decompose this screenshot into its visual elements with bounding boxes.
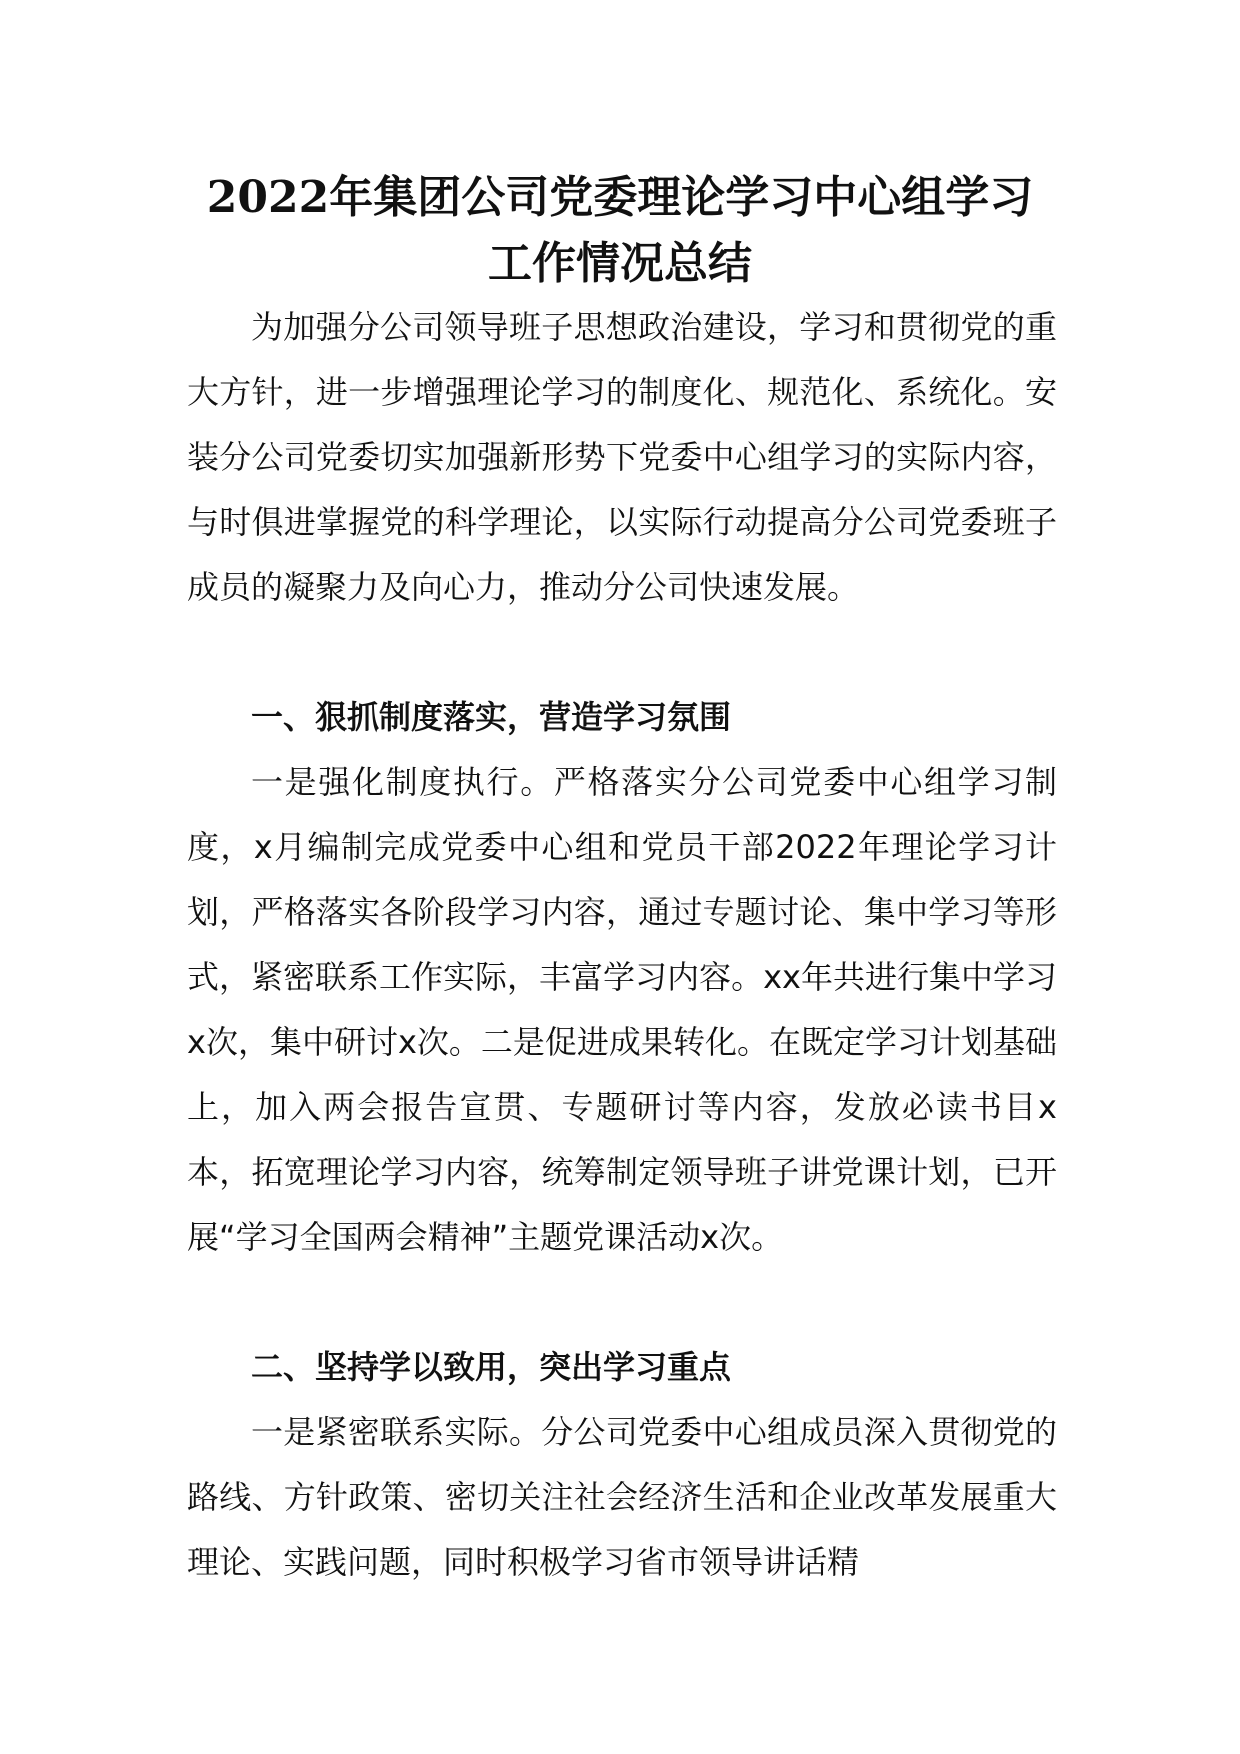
intro-paragraph: 为加强分公司领导班子思想政治建设，学习和贯彻党的重大方针，进一步增强理论学习的制度化、规范化、系统化。安装分公司党委切实加强新形势下党委中心组学习的实际内容，与时俱进掌握党的科学理论，以实际行动提高分公司党委班子成员的凝聚力及向心力，推动分公司快速发展。 [187, 308, 1057, 606]
document-title-line-2: 工作情况总结 [488, 238, 752, 289]
section-1-paragraph: 一是强化制度执行。严格落实分公司党委中心组学习制度，x月编制完成党委中心组和党员干部2022年理论学习计划，严格落实各阶段学习内容，通过专题讨论、集中学习等形式，紧密联系工作实际，丰富学习内容。xx年共进行集中学习x次，集中研讨x次。二是促进成果转化。在既定学习计划基础上，加入两会报告宣贯、专题研讨等内容，发放必读书目x本，拓宽理论学习内容，统筹制定领导班子讲党课计划，已开展“学习全国两会精神”主题党课活动x次。 [187, 763, 1057, 1256]
document-title-line-1: 2022年集团公司党委理论学习中心组学习 [206, 172, 1034, 223]
section-2-heading: 二、坚持学以致用，突出学习重点 [251, 1348, 732, 1386]
section-2-paragraph: 一是紧密联系实际。分公司党委中心组成员深入贯彻党的路线、方针政策、密切关注社会经济生活和企业改革发展重大理论、实践问题，同时积极学习省市领导讲话精 [187, 1413, 1057, 1581]
section-1-heading: 一、狠抓制度落实，营造学习氛围 [251, 698, 732, 736]
